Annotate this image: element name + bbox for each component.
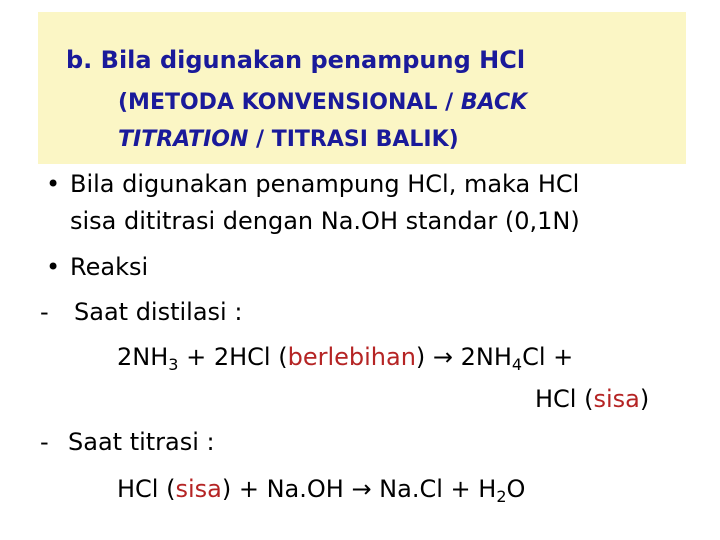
distilasi-label: Saat distilasi : xyxy=(74,298,243,326)
formula-text: HCl ( xyxy=(535,385,594,413)
subtitle-text: (METODA KONVENSIONAL / xyxy=(118,90,461,115)
formula-text: ) xyxy=(639,385,650,413)
formula-text: HCl ( xyxy=(117,475,176,503)
titrasi-equation xyxy=(117,475,526,506)
remainder-label: sisa xyxy=(593,385,640,413)
dash-marker: - xyxy=(40,298,49,326)
formula-nh3: 2NH xyxy=(117,343,169,371)
formula-text: ) → 2NH xyxy=(415,343,512,371)
section-subtitle-line1 xyxy=(118,90,527,115)
formula-text: O xyxy=(506,475,526,503)
bullet-marker: • xyxy=(46,253,61,281)
distilasi-equation xyxy=(117,343,574,374)
subscript: 3 xyxy=(168,355,179,374)
formula-text: + 2HCl ( xyxy=(178,343,288,371)
bullet-text: sisa dititrasi dengan Na.OH standar (0,1N) xyxy=(70,207,580,235)
dash-marker: - xyxy=(40,428,49,456)
subscript: 2 xyxy=(496,487,507,506)
section-subtitle-line2 xyxy=(118,127,459,152)
subtitle-italic: TITRATION xyxy=(118,127,249,152)
excess-label: berlebihan xyxy=(287,343,416,371)
subscript: 4 xyxy=(511,355,523,374)
subtitle-text: / TITRASI BALIK) xyxy=(248,127,459,152)
bullet-text: Reaksi xyxy=(70,253,149,281)
section-title: b. Bila digunakan penampung HCl xyxy=(66,46,526,74)
bullet-text: Bila digunakan penampung HCl, maka HCl xyxy=(70,170,580,198)
bullet-marker: • xyxy=(46,170,61,198)
remainder-label: sisa xyxy=(175,475,222,503)
titrasi-label: Saat titrasi : xyxy=(68,428,215,456)
distilasi-equation-cont xyxy=(535,385,649,413)
formula-text: Cl + xyxy=(522,343,574,371)
subtitle-italic: BACK xyxy=(460,90,528,115)
formula-text: ) + Na.OH → Na.Cl + H xyxy=(221,475,497,503)
